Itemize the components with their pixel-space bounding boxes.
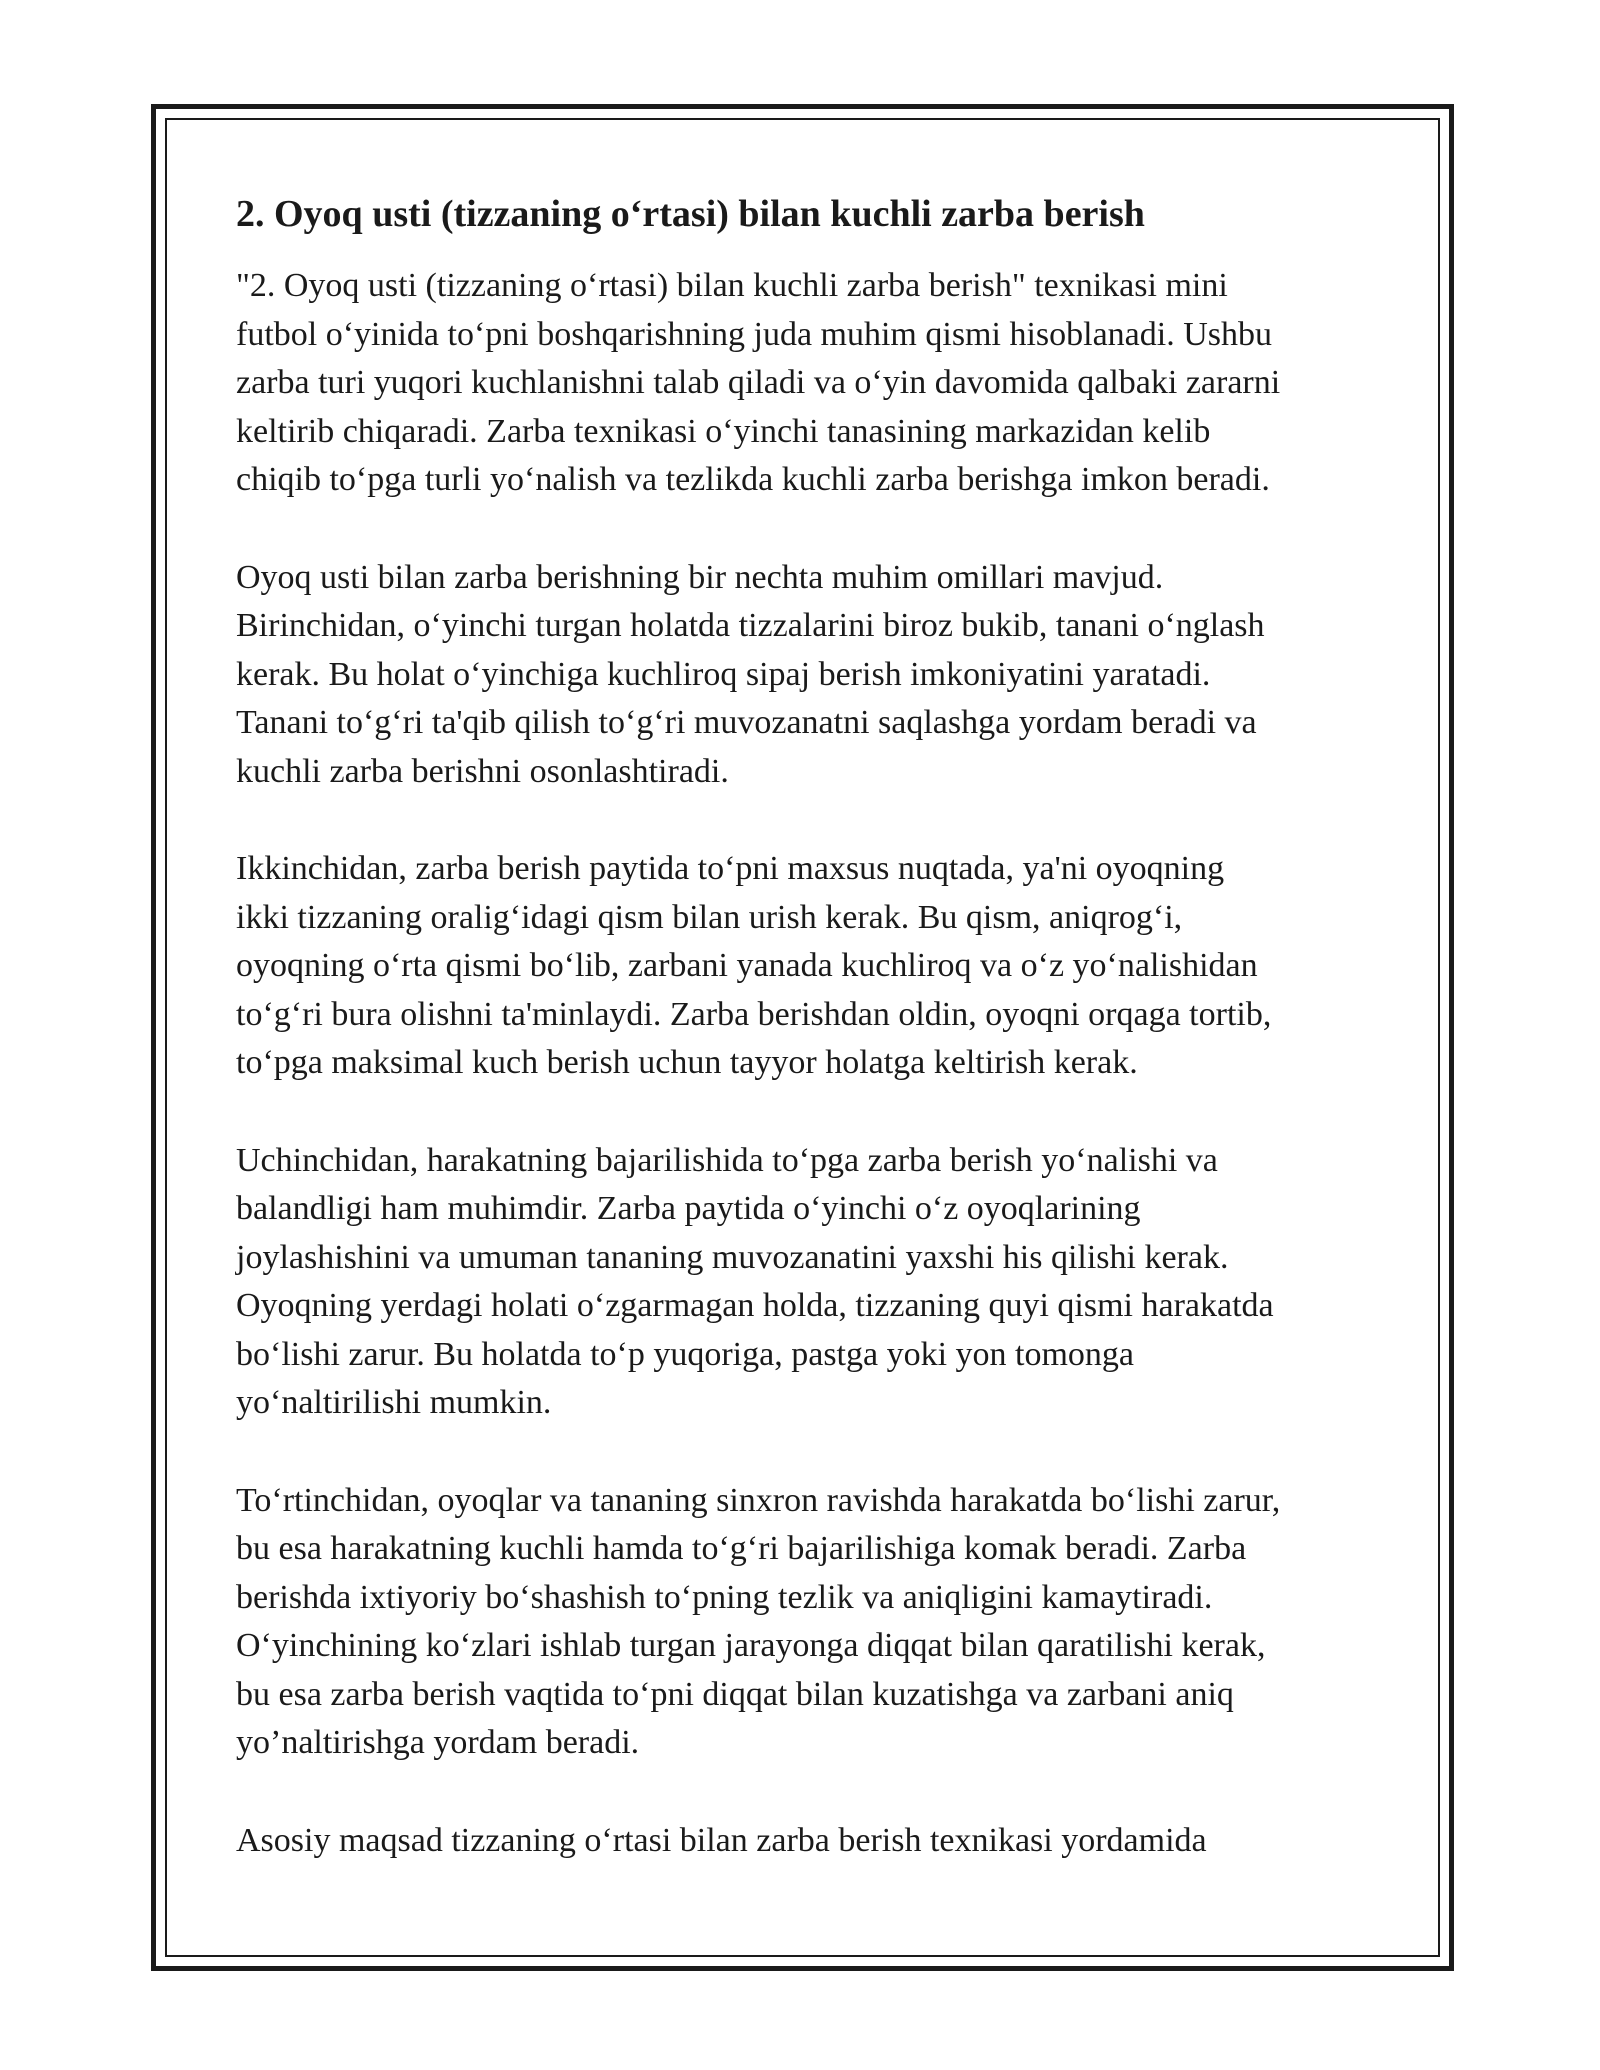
text-line: oyoqning o‘rta qismi bo‘lib, zarbani yanada kuchliroq va o‘z yo‘nalishidan (236, 947, 1258, 984)
text-line: bu esa harakatning kuchli hamda to‘g‘ri bajarilishiga komak beradi. Zarba (236, 1530, 1247, 1567)
text-line: Tanani to‘g‘ri ta'qib qilish to‘g‘ri muvozanatni saqlashga yordam beradi va (236, 704, 1257, 741)
text-line: yo’naltirishga yordam beradi. (236, 1724, 640, 1761)
text-line: to‘g‘ri bura olishni ta'minlaydi. Zarba berishdan oldin, oyoqni orqaga tortib, (236, 995, 1272, 1033)
text-line: Birinchidan, o‘yinchi turgan holatda tizzalarini biroz bukib, tanani o‘nglash (236, 607, 1265, 644)
text-line: bo‘lishi zarur. Bu holatda to‘p yuqoriga, pastga yoki yon tomonga (236, 1335, 1135, 1373)
paragraph-5 (236, 1477, 1386, 1768)
text-line: chiqib to‘pga turli yo‘nalish va tezlikda kuchli zarba berishga imkon beradi. (236, 461, 1270, 498)
text-line: ikki tizzaning oralig‘idagi qism bilan urish kerak. Bu qism, aniqrog‘i, (236, 898, 1183, 936)
paragraph-4 (236, 1137, 1386, 1428)
text-line: Ikkinchidan, zarba berish paytida to‘pni maxsus nuqtada, ya'ni oyoqning (236, 850, 1225, 887)
text-line: yo‘naltirilishi mumkin. (236, 1384, 552, 1421)
text-line: berishda ixtiyoriy bo‘shashish to‘pning tezlik va aniqligini kamaytiradi. (236, 1578, 1213, 1616)
text-line: Oyoqning yerdagi holati o‘zgarmagan holda, tizzaning quyi qismi harakatda (236, 1287, 1274, 1324)
text-line: bu esa zarba berish vaqtida to‘pni diqqat bilan kuzatishga va zarbani aniq (236, 1675, 1234, 1713)
text-line: futbol o‘yinida to‘pni boshqarishning juda muhim qismi hisoblanadi. Ushbu (236, 315, 1272, 353)
text-line: To‘rtinchidan, oyoqlar va tananing sinxron ravishda harakatda bo‘lishi zarur, (236, 1481, 1281, 1519)
paragraph-3 (236, 845, 1386, 1088)
text-line: keltirib chiqaradi. Zarba texnikasi o‘yinchi tanasining markazidan kelib (236, 412, 1211, 450)
document-body (236, 188, 1386, 1914)
text-line: "2. Oyoq usti (tizzaning o‘rtasi) bilan kuchli zarba berish" texnikasi mini (236, 267, 1228, 304)
text-line: Asosiy maqsad tizzaning o‘rtasi bilan zarba berish texnikasi yordamida (236, 1821, 1207, 1859)
text-line: kuchli zarba berishni osonlashtiradi. (236, 752, 729, 790)
text-line: joylashishini va umuman tananing muvozanatini yaxshi his qilishi kerak. (236, 1238, 1229, 1276)
text-line: Oyoq usti bilan zarba berishning bir nechta muhim omillari mavjud. (236, 558, 1164, 596)
text-line: kerak. Bu holat o‘yinchiga kuchliroq sipaj berish imkoniyatini yaratadi. (236, 655, 1211, 693)
text-line: balandligi ham muhimdir. Zarba paytida o‘yinchi o‘z oyoqlarining (236, 1190, 1141, 1227)
text-line: O‘yinchining ko‘zlari ishlab turgan jarayonga diqqat bilan qaratilishi kerak, (236, 1627, 1266, 1664)
paragraph-1 (236, 262, 1386, 505)
paragraph-6 (236, 1817, 1386, 1866)
paragraph-2 (236, 554, 1386, 797)
text-line: zarba turi yuqori kuchlanishni talab qiladi va o‘yin davomida qalbaki zararni (236, 364, 1281, 401)
section-heading: 2. Oyoq usti (tizzaning o‘rtasi) bilan kuchli zarba berish (236, 193, 1145, 235)
text-line: Uchinchidan, harakatning bajarilishida to‘pga zarba berish yo‘nalishi va (236, 1141, 1218, 1179)
text-line: to‘pga maksimal kuch berish uchun tayyor holatga keltirish kerak. (236, 1044, 1138, 1081)
